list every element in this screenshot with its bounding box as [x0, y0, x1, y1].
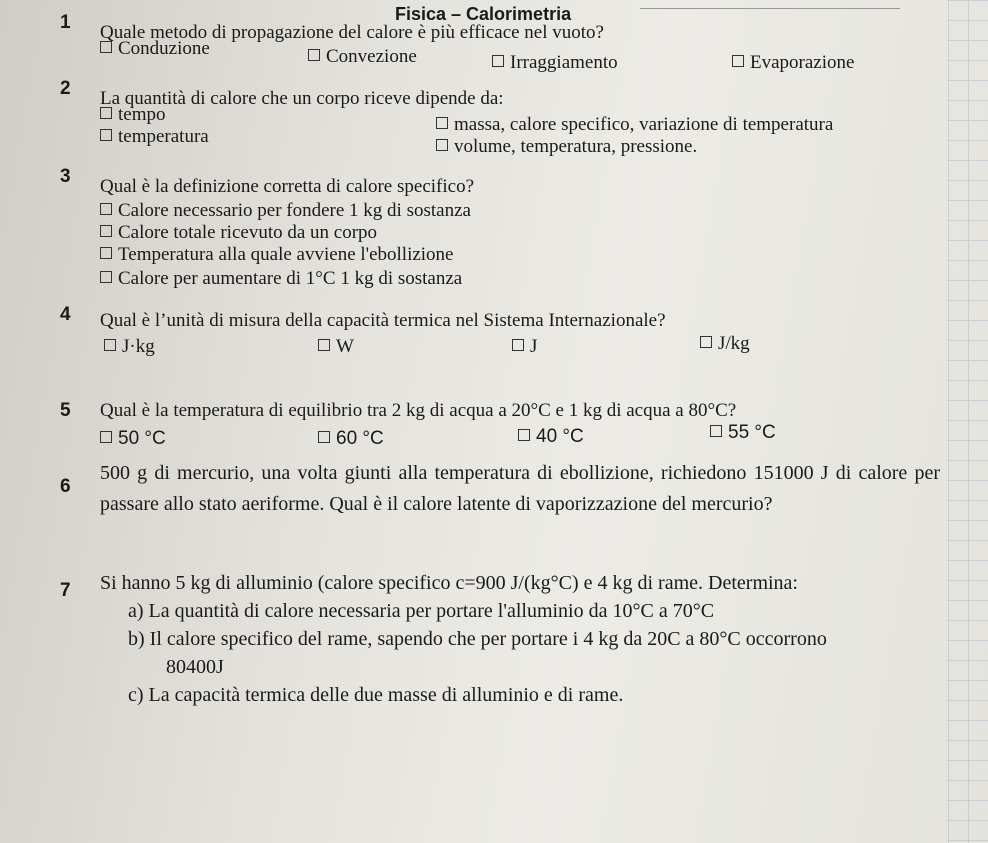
checkbox[interactable]: [518, 429, 530, 441]
question-1-option-2[interactable]: Convezione: [308, 46, 417, 68]
question-7-number: 7: [60, 580, 71, 601]
checkbox[interactable]: [100, 247, 112, 259]
question-1-number: 1: [60, 12, 71, 33]
question-2-option-2[interactable]: massa, calore specifico, variazione di temperatura: [436, 114, 833, 136]
checkbox[interactable]: [100, 107, 112, 119]
question-3-option-3[interactable]: Temperatura alla quale avviene l'ebollizione: [100, 244, 454, 266]
question-5-text: Qual è la temperatura di equilibrio tra 2 kg di acqua a 20°C e 1 kg di acqua a 80°C?: [100, 400, 737, 421]
question-3-option-4[interactable]: Calore per aumentare di 1°C 1 kg di sostanza: [100, 268, 462, 290]
checkbox[interactable]: [700, 336, 712, 348]
question-2-text: La quantità di calore che un corpo riceve dipende da:: [100, 88, 504, 109]
checkbox[interactable]: [318, 339, 330, 351]
question-6-text: 500 g di mercurio, una volta giunti alla temperatura di ebollizione, richiedono 151000 J di calore per passare allo stato aeriforme. Qual è il calore latente di vaporizzazione del mercurio?: [100, 462, 940, 515]
checkbox[interactable]: [710, 425, 722, 437]
question-5-option-3[interactable]: 40 °C: [518, 426, 584, 448]
checkbox[interactable]: [100, 271, 112, 283]
page-title: Fisica – Calorimetria: [395, 4, 572, 24]
question-4-text: Qual è l’unità di misura della capacità termica nel Sistema Internazionale?: [100, 310, 666, 331]
checkbox[interactable]: [436, 139, 448, 151]
question-1-text: Quale metodo di propagazione del calore è più efficace nel vuoto?: [100, 22, 604, 43]
question-4-option-1[interactable]: J·kg: [104, 336, 155, 358]
question-7-text: Si hanno 5 kg di alluminio (calore specifico c=900 J/(kg°C) e 4 kg di rame. Determina:: [100, 572, 798, 594]
checkbox[interactable]: [318, 431, 330, 443]
question-7-part-a: a) La quantità di calore necessaria per portare l'alluminio da 10°C a 70°C: [128, 600, 715, 622]
checkbox[interactable]: [732, 55, 744, 67]
checkbox[interactable]: [100, 225, 112, 237]
question-4-option-3[interactable]: J: [512, 336, 537, 358]
checkbox[interactable]: [100, 41, 112, 53]
question-3-option-1[interactable]: Calore necessario per fondere 1 kg di sostanza: [100, 200, 471, 222]
question-2-option-4[interactable]: volume, temperatura, pressione.: [436, 136, 697, 158]
question-2-number: 2: [60, 78, 71, 99]
checkbox[interactable]: [512, 339, 524, 351]
grid-paper-edge: [948, 0, 988, 843]
question-1-option-1[interactable]: Conduzione: [100, 38, 210, 60]
question-1-option-3[interactable]: Irraggiamento: [492, 52, 618, 74]
question-5-number: 5: [60, 400, 71, 421]
question-3-text: Qual è la definizione corretta di calore specifico?: [100, 176, 474, 197]
question-4-option-2[interactable]: W: [318, 336, 354, 358]
question-5-option-2[interactable]: 60 °C: [318, 428, 384, 450]
question-7-part-c: c) La capacità termica delle due masse di alluminio e di rame.: [128, 684, 624, 706]
question-3-number: 3: [60, 166, 71, 187]
question-7-part-b-answer: 80400J: [166, 656, 224, 678]
question-2-option-3[interactable]: temperatura: [100, 126, 209, 148]
question-6-number: 6: [60, 476, 71, 497]
checkbox[interactable]: [100, 431, 112, 443]
question-4-number: 4: [60, 304, 71, 325]
question-3-option-2[interactable]: Calore totale ricevuto da un corpo: [100, 222, 377, 244]
checkbox[interactable]: [104, 339, 116, 351]
checkbox[interactable]: [100, 129, 112, 141]
question-5-option-4[interactable]: 55 °C: [710, 422, 776, 444]
question-4-option-4[interactable]: J/kg: [700, 333, 750, 355]
checkbox[interactable]: [436, 117, 448, 129]
question-2-option-1[interactable]: tempo: [100, 104, 166, 126]
checkbox[interactable]: [308, 49, 320, 61]
question-1-option-4[interactable]: Evaporazione: [732, 52, 854, 74]
question-7-part-b: b) Il calore specifico del rame, sapendo che per portare i 4 kg da 20C a 80°C occorrono: [128, 628, 827, 650]
checkbox[interactable]: [492, 55, 504, 67]
checkbox[interactable]: [100, 203, 112, 215]
handwritten-underline: [640, 0, 900, 9]
question-5-option-1[interactable]: 50 °C: [100, 428, 166, 450]
